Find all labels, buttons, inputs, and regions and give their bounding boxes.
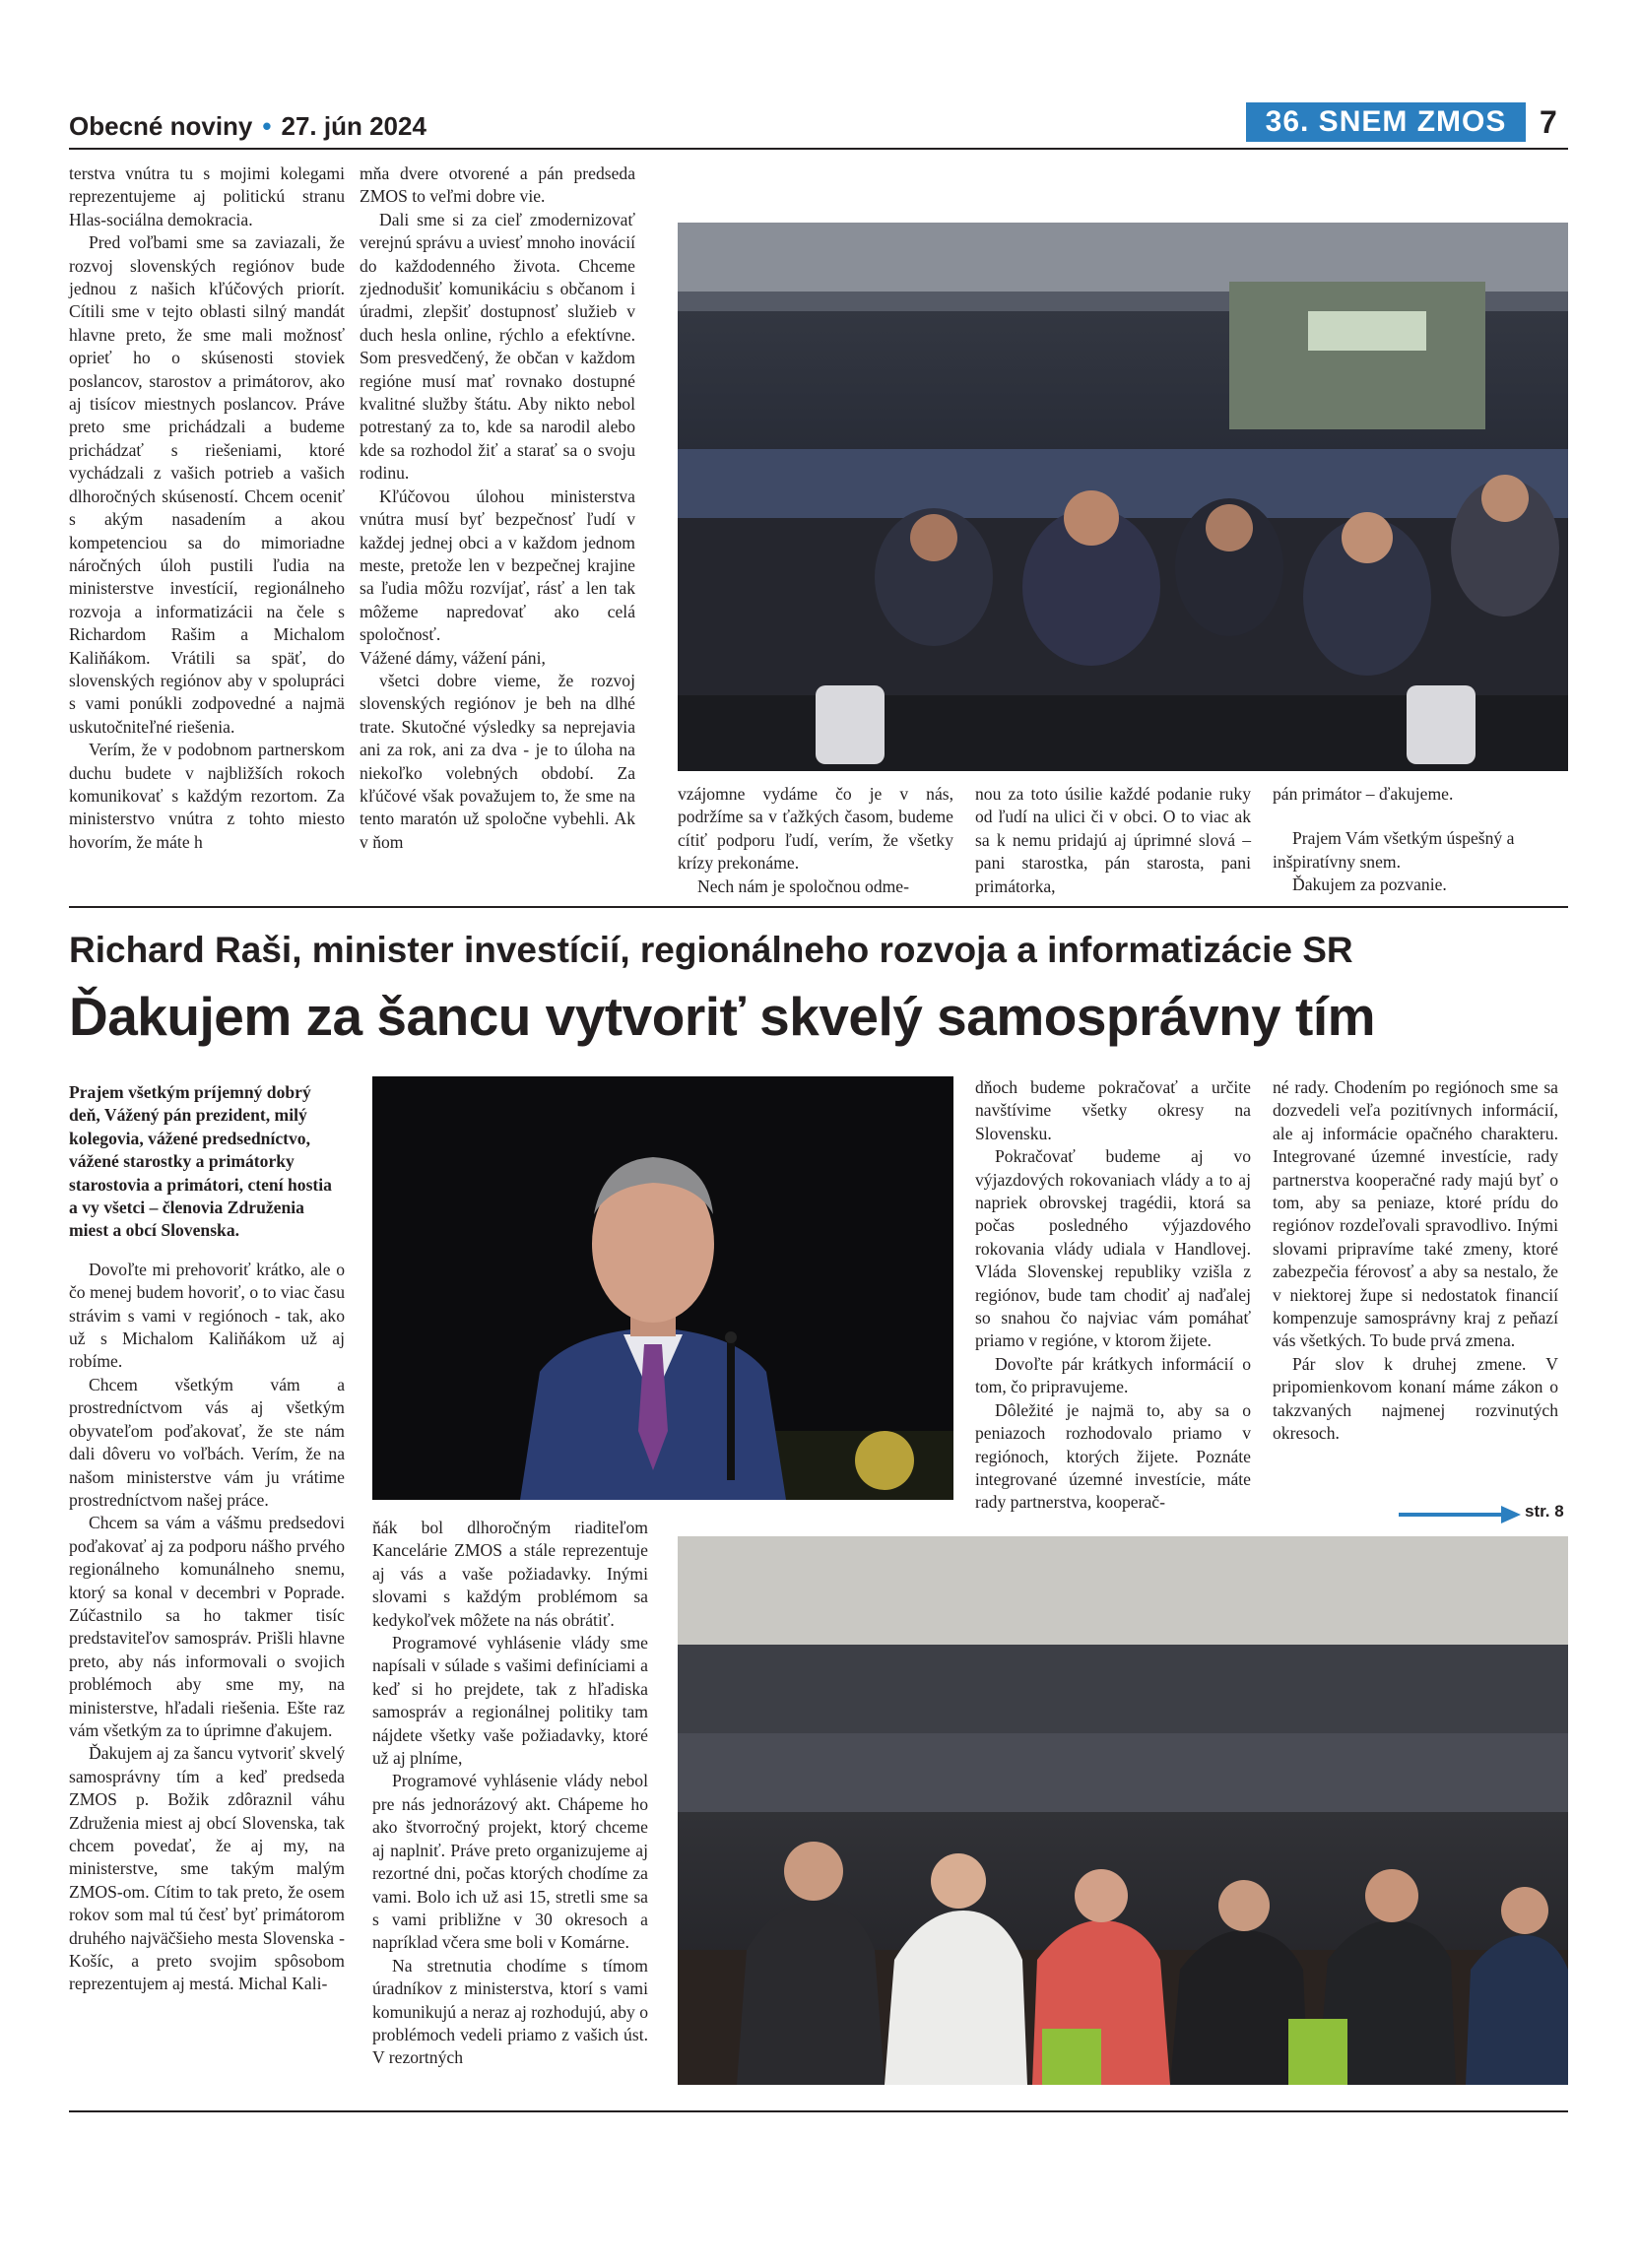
issue-date: 27. jún 2024 xyxy=(281,111,426,141)
section-tag: 36. SNEM ZMOS xyxy=(1246,102,1526,142)
paragraph: pán primátor – ďakujeme. xyxy=(1273,784,1454,804)
paragraph: Pár slov k druhej zmene. V pripomienkovom konaní máme zákon o takzvaných najmenej rozvinutých okresoch. xyxy=(1273,1353,1558,1444)
paragraph: Pred voľbami sme sa zaviazali, že rozvoj slovenských regiónov bude jednou z našich kľúčových priorít. Cítili sme v tejto oblasti silný mandát hlavne preto, že sme mali možnosť oprieť ho o skúsenosti stoviek poslancov, starostov a primátorov, ako aj tisícov miestnych poslancov. Práve preto sme prichádzali a budeme prichádzať s riešeniami, ktoré vychádzali z vašich potrieb a vašich dlhoročných skúseností. Chcem oceniť s akým nasadením a akou kompetenciou sa do mimoriadne náročných úloh pustili ľudia na ministerstve investícií, regionálneho rozvoja a informatizácii na čele s Richardom Rašim a Michalom Kaliňákom. Vrátili sa späť, do slovenských regiónov aby v spolupráci s vami ponúkli zodpovedné a najmä uskutočniteľné riešenia. xyxy=(69,232,345,737)
paragraph: Prajem Vám všetkým úspešný a inšpiratívny snem. xyxy=(1273,828,1515,872)
footer-rule xyxy=(69,2110,1568,2112)
paragraph: Ďakujem za pozvanie. xyxy=(1292,875,1447,895)
paragraph: Kľúčovou úlohou ministerstva vnútra musí byť bezpečnosť ľudí v každej jednej obci a v každom jednom meste, pretože len v bezpečnej krajine sa ľudia môžu rozvíjať, rásť a len tak môžeme napredovať ako celá spoločnosť. xyxy=(360,486,635,645)
seated-photo-graphic xyxy=(678,1536,1568,2085)
article-headline: Ďakujem za šancu vytvoriť skvelý samosprávny tím xyxy=(69,986,1376,1047)
audience-photo-graphic xyxy=(678,223,1568,771)
bottom-column-3 xyxy=(975,1076,1251,1515)
top-column-5 xyxy=(1273,783,1558,897)
paragraph: Dovoľte pár krátkych informácií o tom, čo pripravujeme. xyxy=(975,1353,1251,1397)
paragraph: Dali sme si za cieľ zmodernizovať verejnú správu a uviesť mnoho inovácií do každodenného života. Chceme zjednodušiť komunikáciu s občanom i úradmi, zlepšiť dostupnosť služieb v duch hesla online, rýchlo a efektívne. Som presvedčený, že občan v každom regióne musí mať rovnako dostupné kvalitné služby štátu. Aby nikto nebol potrestaný za to, kde sa narodil alebo kde sa rozhodol žiť a starať sa o svoju rodinu. xyxy=(360,209,635,484)
paragraph: Chcem všetkým vám a prostredníctvom vás aj všetkým obyvateľom poďakovať, že ste nám dali dôveru vo voľbách. Verím, že na našom ministerstve vám ju vrátime prostredníctvom našej práce. xyxy=(69,1374,345,1510)
paragraph: terstva vnútra tu s mojimi kolegami reprezentujeme aj politickú stranu Hlas-sociálna demokracia. xyxy=(69,163,345,229)
top-column-1 xyxy=(69,162,345,854)
paragraph: Nech nám je spoločnou odme- xyxy=(697,875,909,896)
paragraph: Programové vyhlásenie vlády sme napísali v súlade s vašimi definíciami a keď si ho prejdete, tak z hľadiska samospráv a regionálnej politiky tam nájdete všetky vaše požiadavky, ktoré už aj plníme, xyxy=(372,1633,648,1769)
paragraph: Na stretnutia chodíme s tímom úradníkov z ministerstva, ktorí s vami komunikujú a neraz aj rozhodujú, aby o problémoch vedeli priamo z vašich úst. V rezortných xyxy=(372,1955,648,2068)
paragraph: dňoch budeme pokračovať a určite navštívime všetky okresy na Slovensku. xyxy=(975,1077,1251,1143)
paragraph: Chcem sa vám a vášmu predsedovi poďakovať aj za podporu nášho prvého regionálneho komunálneho snemu, ktorý sa konal v decembri v Poprade. Zúčastnilo sa ho takmer tisíc predstaviteľov samospráv. Prišli hlavne preto, aby nás informovali o svojich problémoch aby sme my, na ministerstve, hľadali riešenia. Ešte raz vám všetkým za to úprimne ďakujem. xyxy=(69,1513,345,1740)
paragraph: Dôležité je najmä to, aby sa o peniazoch rozhodovalo priamo v regiónoch, ktorých žijete. Poznáte integrované územné investície, máte rady partnerstva, kooperač- xyxy=(975,1399,1251,1513)
bottom-column-2 xyxy=(372,1517,648,2070)
top-column-4 xyxy=(975,783,1251,898)
paragraph: všetci dobre vieme, že rozvoj slovenských regiónov je beh na dlhé trate. Skutočné výsledky sa neprejavia ani za rok, ani za dva - je to úloha na niekoľko volebných období. Za kľúčové však považujem to, že sme na tento maratón už spoločne vybehli. Ak v ňom xyxy=(360,670,635,852)
continued-on-page: str. 8 xyxy=(1525,1502,1564,1521)
greeting: Prajem všetkým príjemný dobrý deň, Vážený pán prezident, milý kolegovia, vážené predsedníctvo, vážené starostky a primátorky starostovia a primátori, ctení hostia a vy všetci – členovia Združenia miest a obcí Slovenska. xyxy=(69,1082,332,1241)
paragraph: ňák bol dlhoročným riaditeľom Kancelárie ZMOS a stále reprezentuje aj vás a vaše požiadavky. Inými slovami s každým problémom sa kedykoľvek môžete na nás obrátiť. xyxy=(372,1518,648,1630)
paragraph: Vážené dámy, vážení páni, xyxy=(360,647,546,668)
article-kicker: Richard Raši, minister investícií, regionálneho rozvoja a informatizácie SR xyxy=(69,930,1353,970)
paragraph: Verím, že v podobnom partnerskom duchu budete v najbližších rokoch komunikovať s každým rezortom. Za ministerstvo vnútra z tohto miesto hovorím, že máte h xyxy=(69,740,345,852)
paragraph: Pokračovať budeme aj vo výjazdových rokovaniach vlády a to aj napriek obrovskej tragédii, ktorá sa počas posledného výjazdového rokovania vlády udiala v Handlovej. Vláda Slovenskej republiky vzišla z regiónov, bude tam chodiť aj naďalej so snahou čo najviac vám pomáhať priamo v regióne, v ktorom žijete. xyxy=(975,1146,1251,1351)
paper-name: Obecné noviny xyxy=(69,111,253,141)
top-column-3 xyxy=(678,783,953,898)
header-rule xyxy=(69,148,1568,150)
bottom-column-1 xyxy=(69,1081,345,1996)
article-divider xyxy=(69,906,1568,908)
masthead xyxy=(69,111,426,142)
conference-audience-photo xyxy=(678,223,1568,771)
page-number: 7 xyxy=(1540,104,1557,140)
separator-dot: • xyxy=(262,111,272,141)
minister-portrait-photo xyxy=(372,1076,953,1500)
paragraph: Ďakujem aj za šancu vytvoriť skvelý samosprávny tím a keď predseda ZMOS p. Božik zdôraznil váhu Združenia miest aj obcí Slovenska, tak chcem povedať, že aj my, na ministerstve, sme takým malým ZMOS-om. Cítim to tak preto, že osem rokov som mal tú česť byť primátorom druhého najväčšieho mesta Slovenska - Košíc, a preto svojim spôsobom reprezentujem aj mestá. Michal Kali- xyxy=(69,1743,345,1994)
paragraph: mňa dvere otvorené a pán predseda ZMOS to veľmi dobre vie. xyxy=(360,163,635,207)
portrait-photo-graphic xyxy=(372,1076,953,1500)
seated-audience-photo xyxy=(678,1536,1568,2085)
bottom-column-4 xyxy=(1273,1076,1558,1446)
top-column-2 xyxy=(360,162,635,854)
paragraph: Programové vyhlásenie vlády nebol pre nás jednorázový akt. Chápeme ho ako štvorročný projekt, ktorý chceme aj naplniť. Práve preto organizujeme aj rezortné dni, počas ktorých chodíme za vami. Bolo ich už asi 15, stretli sme sa s vami približne v 30 okresoch a napríklad včera sme boli v Komárne. xyxy=(372,1771,648,1953)
paragraph: nou za toto úsilie každé podanie ruky od ľudí na ulici či v obci. O to viac ak sa k nemu pridajú aj úprimné slová – pani starostka, pán starosta, pani primátorka, xyxy=(975,784,1251,896)
paragraph: vzájomne vydáme čo je v nás, podržíme sa v ťažkých časom, budeme cítiť podporu ľudí, verím, že všetky krízy prekonáme. xyxy=(678,784,953,874)
paragraph: Dovoľte mi prehovoriť krátko, ale o čo menej budem hovoriť, o to viac času strávim s vami v regiónoch - tak, ako už s Michalom Kaliňákom už aj robíme. xyxy=(69,1259,345,1372)
continue-arrow-icon xyxy=(1399,1506,1521,1523)
paragraph: né rady. Chodením po regiónoch sme sa dozvedeli veľa pozitívnych informácií, ale aj informácie opačného charakteru. Integrované územné investície, rady partnerstva kooperačné rady majú byť o tom, aby sa peniaze, ktoré prídu do regiónov rozdeľovali spravodlivo. Inými slovami pripravíme také zmeny, ktoré zabezpečia férovosť a aby sa nestalo, že v niektorej župe si nedostatok financií kompenzuje samosprávny kraj z peňazí vás všetkých. To bude prvá zmena. xyxy=(1273,1077,1558,1351)
